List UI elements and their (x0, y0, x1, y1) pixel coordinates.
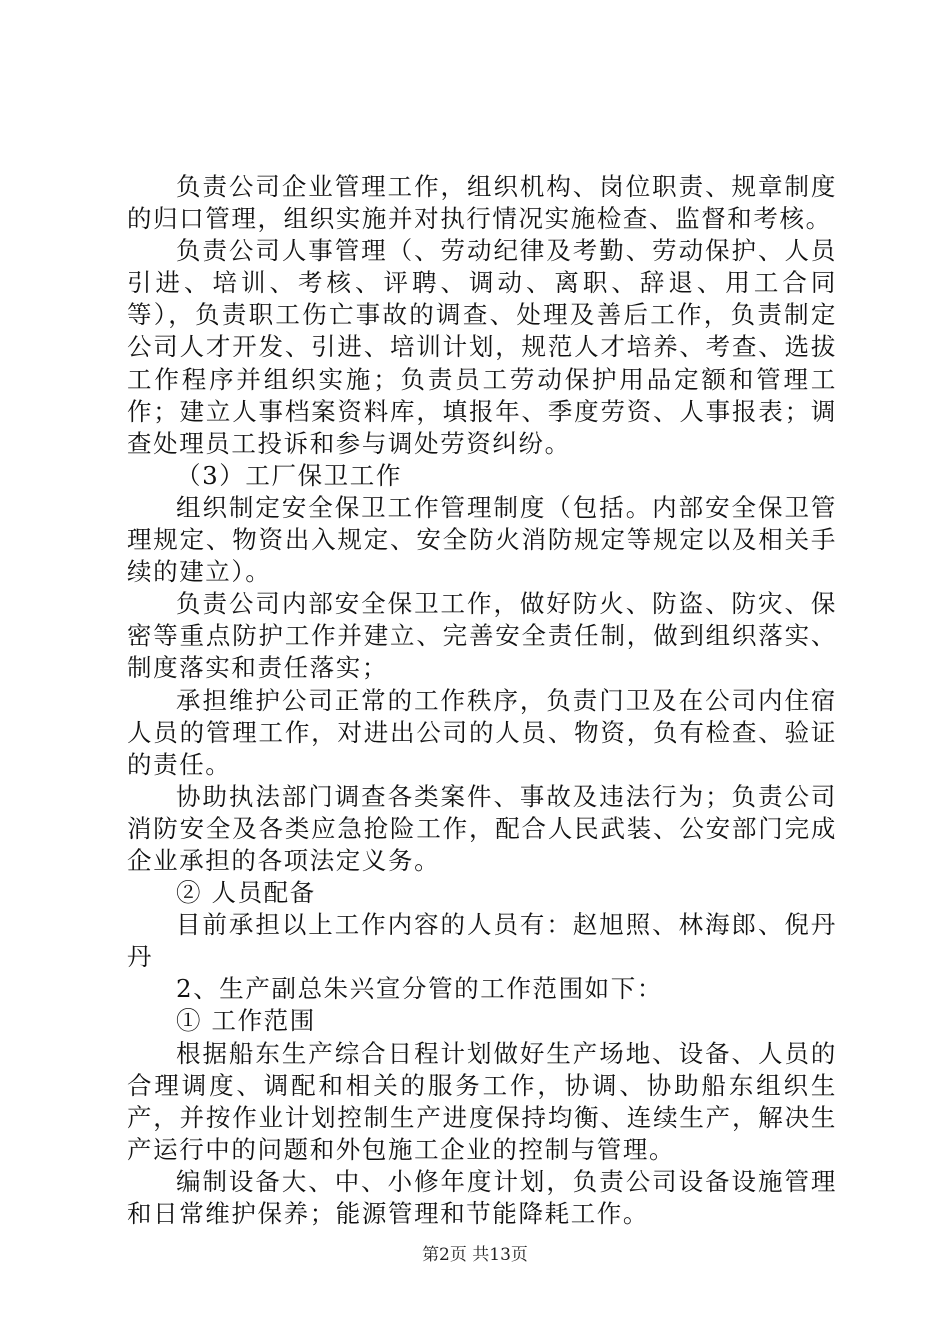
page-number-footer: 第2页 共13页 (422, 1245, 528, 1265)
paragraph-personnel-management: 负责公司人事管理（、劳动纪律及考勤、劳动保护、人员引进、培训、考核、评聘、调动、离职、辞退、用工合同等），负责职工伤亡事故的调查、处理及善后工作，负责制定公司人才开发、引进、培训计划，规范人才培养、考查、选拔工作程序并组织实施；负责员工劳动保护用品定额和管理工作；建立人事档案资料库，填报年、季度劳资、人事报表；调查处理员工投诉和参与调处劳资纠纷。 (127, 236, 837, 458)
paragraph-law-enforcement-assist: 协助执法部门调查各类案件、事故及违法行为；负责公司消防安全及各类应急抢险工作，配合人民武装、公安部门完成企业承担的各项法定义务。 (127, 781, 837, 875)
paragraph-order-maintenance: 承担维护公司正常的工作秩序，负责门卫及在公司内住宿人员的管理工作，对进出公司的人员、物资，负有检查、验证的责任。 (127, 685, 837, 779)
section-heading-security: （3）工厂保卫工作 (176, 460, 402, 490)
subheading-work-scope: ① 工作范围 (176, 1006, 316, 1036)
paragraph-production-scheduling: 根据船东生产综合日程计划做好生产场地、设备、人员的合理调度、调配和相关的服务工作，协调、协助船东组织生产，并按作业计划控制生产进度保持均衡、连续生产，解决生产运行中的问题和外包施工企业的控制与管理。 (127, 1038, 837, 1164)
subheading-staffing: ② 人员配备 (176, 878, 316, 908)
paragraph-production-vp-scope: 2、生产副总朱兴宣分管的工作范围如下： (176, 974, 663, 1004)
document-body (127, 171, 837, 1230)
paragraph-internal-security: 负责公司内部安全保卫工作，做好防火、防盗、防灾、保密等重点防护工作并建立、完善安全责任制，做到组织落实、制度落实和责任落实； (127, 589, 837, 683)
paragraph-equipment-maintenance: 编制设备大、中、小修年度计划，负责公司设备设施管理和日常维护保养；能源管理和节能降耗工作。 (127, 1166, 837, 1228)
paragraph-security-rules: 组织制定安全保卫工作管理制度（包括。内部安全保卫管理规定、物资出入规定、安全防火消防规定等规定以及相关手续的建立）。 (127, 492, 837, 587)
paragraph-enterprise-management: 负责公司企业管理工作，组织机构、岗位职责、规章制度的归口管理，组织实施并对执行情况实施检查、监督和考核。 (127, 172, 837, 234)
paragraph-staff-names: 目前承担以上工作内容的人员有：赵旭照、林海郎、倪丹丹 (127, 910, 837, 972)
